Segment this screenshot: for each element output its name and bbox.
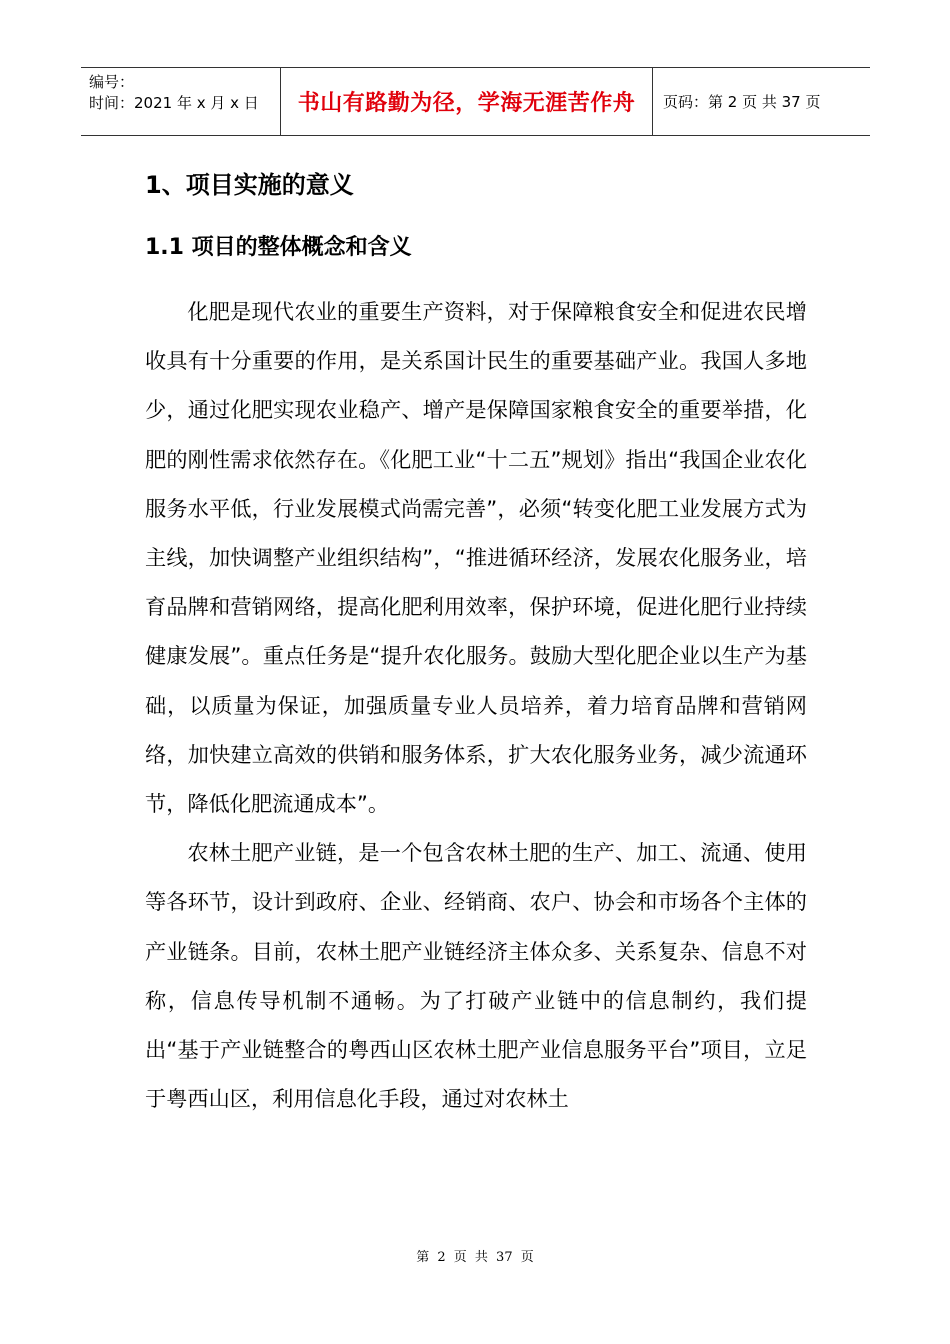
- time-label: 时间：2021 年 x 月 x 日: [89, 94, 259, 112]
- number-label: 编号：: [89, 73, 135, 91]
- paragraph-2: 农林土肥产业链，是一个包含农林土肥的生产、加工、流通、使用等各环节，设计到政府、企业、经销商、农户、协会和市场各个主体的产业链条。目前，农林土肥产业链经济主体众多、关系复杂、信息不对称，信息传导机制不通畅。为了打破产业链中的信息制约，我们提出“基于产业链整合的粤西山区农林土肥产业信息服务平台”项目，立足于粤西山区，利用信息化手段，通过对农林土: [145, 840, 807, 1112]
- page-footer: 第 2 页 共 37 页: [416, 1250, 534, 1265]
- header-page-info: 页码：第 2 页 共 37 页: [663, 93, 821, 111]
- page-header: [81, 67, 870, 136]
- document-body: [145, 160, 807, 1123]
- paragraph-1: 化肥是现代农业的重要生产资料，对于保障粮食安全和促进农民增收具有十分重要的作用，是关系国计民生的重要基础产业。我国人多地少，通过化肥实现农业稳产、增产是保障国家粮食安全的重要举措，化肥的刚性需求依然存在。《化肥工业“十二五”规划》指出“我国企业农化服务水平低，行业发展模式尚需完善”，必须“转变化肥工业发展方式为主线，加快调整产业组织结构”，“推进循环经济，发展农化服务业，培育品牌和营销网络，提高化肥利用效率，保护环境，促进化肥行业持续健康发展”。重点任务是“提升农化服务。鼓励大型化肥企业以生产为基础，以质量为保证，加强质量专业人员培养，着力培育品牌和营销网络，加快建立高效的供销和服务体系，扩大农化服务业务，减少流通环节，降低化肥流通成本”。: [145, 299, 807, 817]
- header-meta: [81, 68, 281, 135]
- subsection-title: 1.1 项目的整体概念和含义: [145, 235, 412, 260]
- section-title: 1、项目实施的意义: [145, 171, 354, 199]
- header-motto: 书山有路勤为径，学海无涯苦作舟: [281, 68, 653, 135]
